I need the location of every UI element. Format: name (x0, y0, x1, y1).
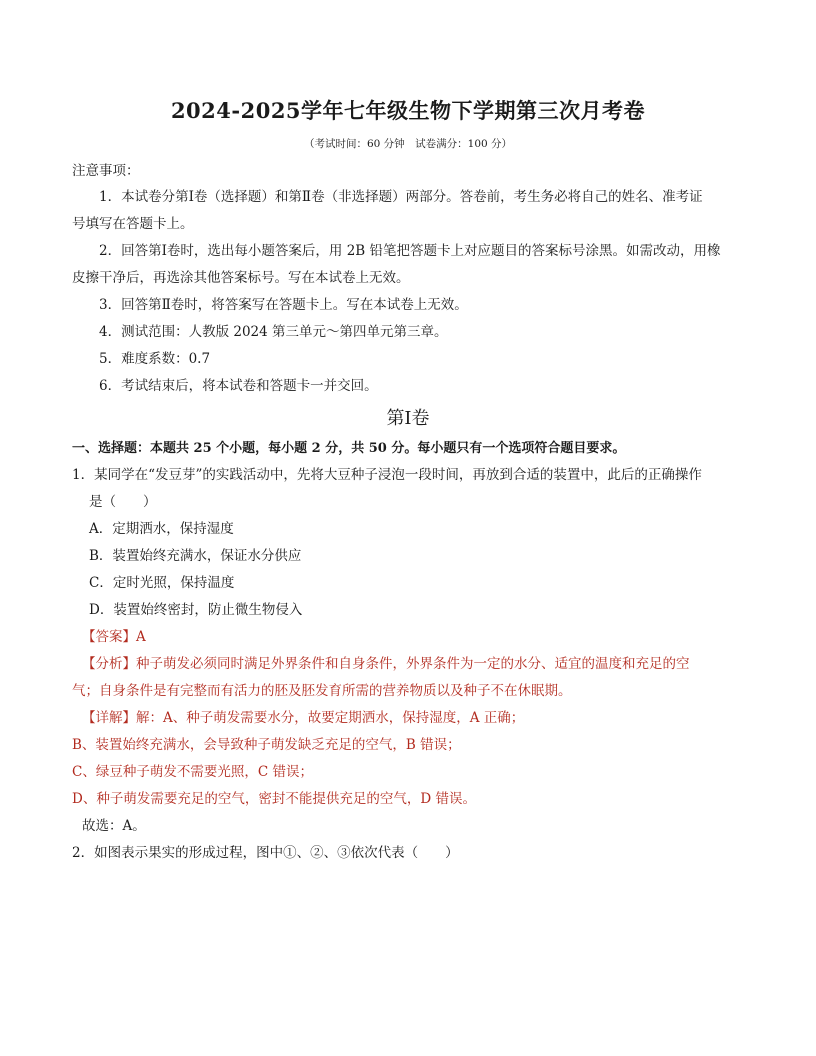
detail-line (72, 705, 744, 732)
detail-text: 解：A、种子萌发需要水分，故要定期洒水，保持湿度，A 正确； (136, 710, 525, 726)
question-stem (72, 462, 744, 516)
analysis-line (72, 651, 744, 678)
volume-label: 第Ⅰ卷 (386, 408, 430, 429)
exam-info: （考试时间：60 分钟 试卷满分：100 分） (303, 138, 513, 150)
question-stem-line: 是（ ） (89, 494, 157, 510)
detail-line: B、装置始终充满水，会导致种子萌发缺乏充足的空气，B 错误； (72, 737, 461, 753)
note-item: 号填写在答题卡上。 (72, 216, 194, 232)
analysis-text: 种子萌发必须同时满足外界条件和自身条件，外界条件为一定的水分、适宜的温度和充足的空 (136, 656, 690, 672)
question-1 (72, 462, 744, 840)
detail-line: C、绿豆种子萌发不需要光照，C 错误； (72, 764, 313, 780)
note-item: 6．考试结束后，将本试卷和答题卡一并交回。 (99, 378, 378, 394)
section-heading: 一、选择题：本题共 25 个小题，每小题 2 分，共 50 分。每小题只有一个选项符合题目要求。 (72, 441, 626, 456)
note-item: 皮擦干净后，再选涂其他答案标号。写在本试卷上无效。 (72, 270, 410, 286)
note-item: 5．难度系数：0.7 (99, 351, 211, 367)
note-item: 2．回答第Ⅰ卷时，选出每小题答案后，用 2B 铅笔把答题卡上对应题目的答案标号涂黑。如需改动，用橡 (99, 243, 721, 259)
page-title: 2024-2025学年七年级生物下学期第三次月考卷 (170, 98, 646, 123)
note-item: 4．测试范围：人教版 2024 第三单元～第四单元第三章。 (99, 324, 448, 340)
answer-tag: 【答案】 (82, 629, 136, 645)
note-item: 1．本试卷分第Ⅰ卷（选择题）和第Ⅱ卷（非选择题）两部分。答卷前，考生务必将自己的姓名、准考证 (99, 189, 703, 205)
note-item: 3．回答第Ⅱ卷时，将答案写在答题卡上。写在本试卷上无效。 (99, 297, 468, 313)
conclusion-line: 故选：A。 (82, 818, 146, 834)
option-a: A．定期洒水，保持湿度 (89, 521, 234, 537)
notes-heading: 注意事项： (72, 163, 140, 179)
option-b: B．装置始终充满水，保证水分供应 (89, 548, 302, 564)
question-stem-line: 1．某同学在“发豆芽”的实践活动中，先将大豆种子浸泡一段时间，再放到合适的装置中，此后的正确操作 (72, 467, 702, 483)
detail-tag: 【详解】 (82, 710, 136, 726)
detail-line: D、种子萌发需要充足的空气，密封不能提供充足的空气，D 错误。 (72, 791, 476, 807)
question-2 (72, 840, 744, 867)
analysis-tag: 【分析】 (82, 656, 136, 672)
analysis-line: 气；自身条件是有完整而有活力的胚及胚发育所需的营养物质以及种子不在休眠期。 (72, 683, 572, 699)
answer-line (72, 624, 744, 651)
question-stem: 2．如图表示果实的形成过程，图中①、②、③依次代表（ ） (72, 845, 459, 861)
answer-value: A (136, 629, 146, 645)
option-c: C．定时光照，保持温度 (89, 575, 235, 591)
option-d: D．装置始终密封，防止微生物侵入 (89, 602, 303, 618)
